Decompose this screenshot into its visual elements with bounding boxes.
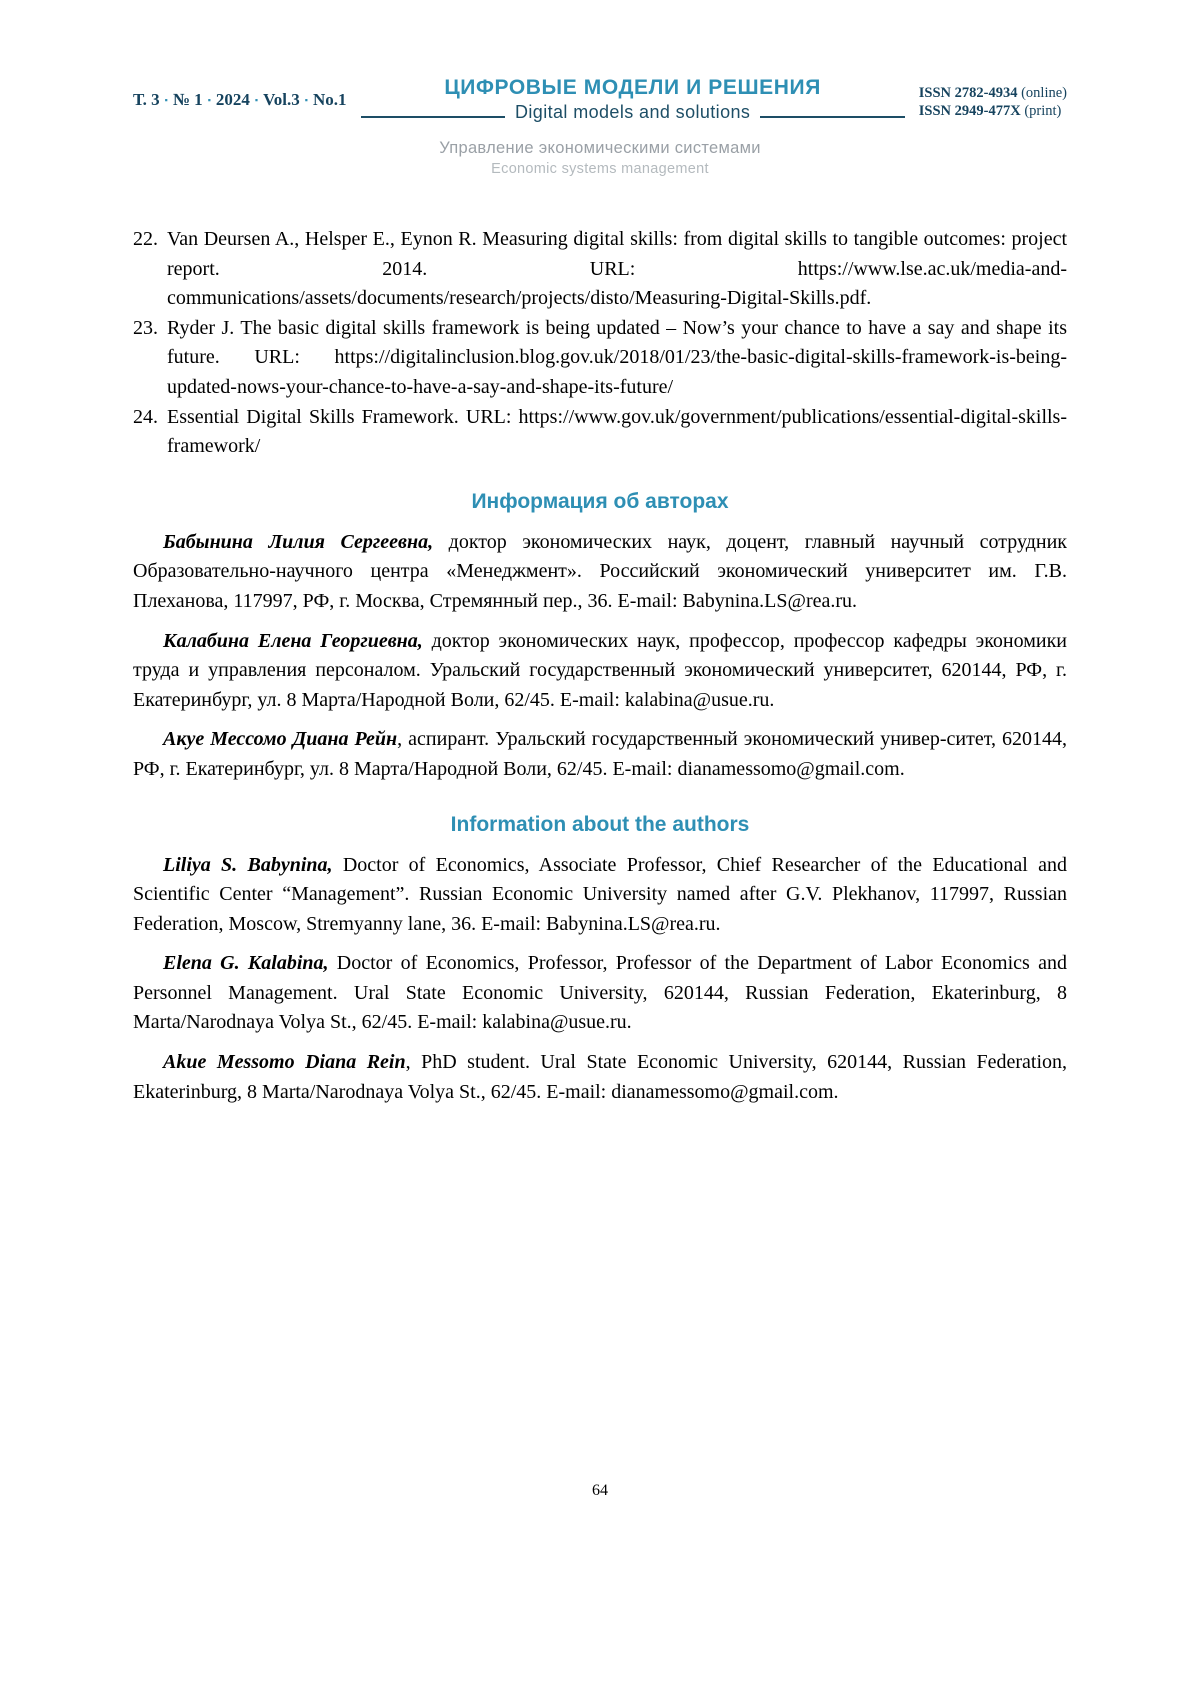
page-header [133,0,1067,177]
author-name: Elena G. Kalabina, [163,952,329,975]
reference-number: 22. [133,228,158,250]
page-number: 64 [592,1482,608,1499]
author-paragraph [133,949,1067,1038]
issue-volume-en: ▪ Vol.3 [250,90,300,109]
author-details: , PhD student. Ural State Economic University, 620144, Russian Federation, Ekaterinburg, 8 Marta/Narodnaya Volya St., 62/45. E-mail: dianamessomo@gmail.com. [133,1051,1067,1103]
author-details: Doctor of Economics, Associate Professor, Chief Researcher of the Educational and Scientific Center “Management”. Russian Economic University named after G.V. Plekhanov, 117997, Russian Federation, Moscow, Stremyanny lane, 36. E-mail: Babynina.LS@rea.ru. [133,853,1068,935]
issn-print-suffix: (print) [1024,103,1062,120]
author-paragraph [133,851,1067,940]
author-paragraph [133,1048,1067,1107]
reference-item [133,225,1067,314]
issn-online-number: ISSN 2782-4934 [918,85,1018,101]
author-name: Akue Messomo Diana Rein [163,1051,406,1074]
issn-print-line [919,102,1067,120]
author-name: Акуе Мессомо Диана Рейн [163,728,398,751]
journal-title-en: Digital models and solutions [514,102,751,122]
journal-title-en-row [361,102,905,123]
journal-section-subtitle [133,139,1067,177]
references-list [133,225,1067,462]
author-name: Liliya S. Babynina, [163,853,333,876]
authors-section-en [133,813,1067,1108]
issue-year: ▪ 2024 [203,90,250,109]
title-rule-left [361,116,505,118]
reference-text: Ryder J. The basic digital skills framework is being updated – Now’s your chance to have a say and shape its future. URL: https://digitalinclusion.blog.gov.uk/2018/01/23/the-basic-digital-skills-framework-is-being-updated-nows-your-chance-to-have-a-say-and-shape-its-future/ [167,316,1067,398]
reference-text: Essential Digital Skills Framework. URL: https://www.gov.uk/government/publications/essential-digital-skills-framework/ [167,405,1067,458]
author-name: Калабина Елена Георгиевна, [163,629,423,652]
author-details: доктор экономических наук, доцент, главный научный сотрудник Образовательно-научного центра «Менеджмент». Российский экономический университет им. Г.В. Плеханова, 117997, РФ, г. Москва, Стремянный пер., 36. E-mail: Babynina.LS@rea.ru. [133,530,1067,612]
reference-item [133,403,1067,462]
reference-number: 23. [133,316,158,339]
issn-print-number: ISSN 2949-477X [918,103,1021,120]
authors-section-ru [133,490,1067,785]
author-details: , аспирант. Уральский государственный экономический универ-ситет, 620144, РФ, г. Екатеринбург, ул. 8 Марта/Народной Воли, 62/45. E-mail: dianamessomo@gmail.com. [133,728,1067,780]
issn-online-suffix: (online) [1021,85,1067,101]
authors-heading-en: Information about the authors [450,812,750,836]
reference-number: 24. [133,405,158,428]
issn-online-line [919,84,1067,102]
journal-title-ru: ЦИФРОВЫЕ МОДЕЛИ И РЕШЕНИЯ [444,76,821,99]
reference-item [133,314,1067,403]
author-paragraph [133,627,1067,716]
header-row [133,0,1067,123]
author-name: Бабынина Лилия Сергеевна, [163,530,434,553]
author-paragraph [133,725,1067,784]
author-details: Doctor of Economics, Professor, Professor of the Department of Labor Economics and Personnel Management. Ural State Economic University, 620144, Russian Federation, Ekaterinburg, 8 Marta/Narodnaya Volya St., 62/45. E-mail: kalabina@usue.ru. [133,952,1067,1034]
journal-title-block [361,76,905,123]
issue-volume-ru: Т. 3 [133,90,160,109]
issue-number-en: ▪ No.1 [300,90,347,109]
issn-block [919,76,1067,120]
journal-section-ru: Управление экономическими системами [439,139,761,157]
reference-text: Van Deursen A., Helsper E., Eynon R. Measuring digital skills: from digital skills to tangible outcomes: project report. 2014. URL: https://www.lse.ac.uk/media-and-communications/assets/documents/research/projects/disto/Measuring-Digital-Skills.pdf. [167,228,1067,310]
authors-heading-ru: Информация об авторах [471,489,729,513]
issue-info [133,76,347,110]
title-rule-right [760,116,904,118]
issue-number-ru: ▪ № 1 [160,90,203,109]
journal-section-en: Economic systems management [491,161,709,177]
author-details: доктор экономических наук, профессор, профессор кафедры экономики труда и управления персоналом. Уральский государственный экономический университет, 620144, РФ, г. Екатеринбург, ул. 8 Марта/Народной Воли, 62/45. E-mail: kalabina@usue.ru. [133,629,1068,711]
author-paragraph [133,528,1067,617]
